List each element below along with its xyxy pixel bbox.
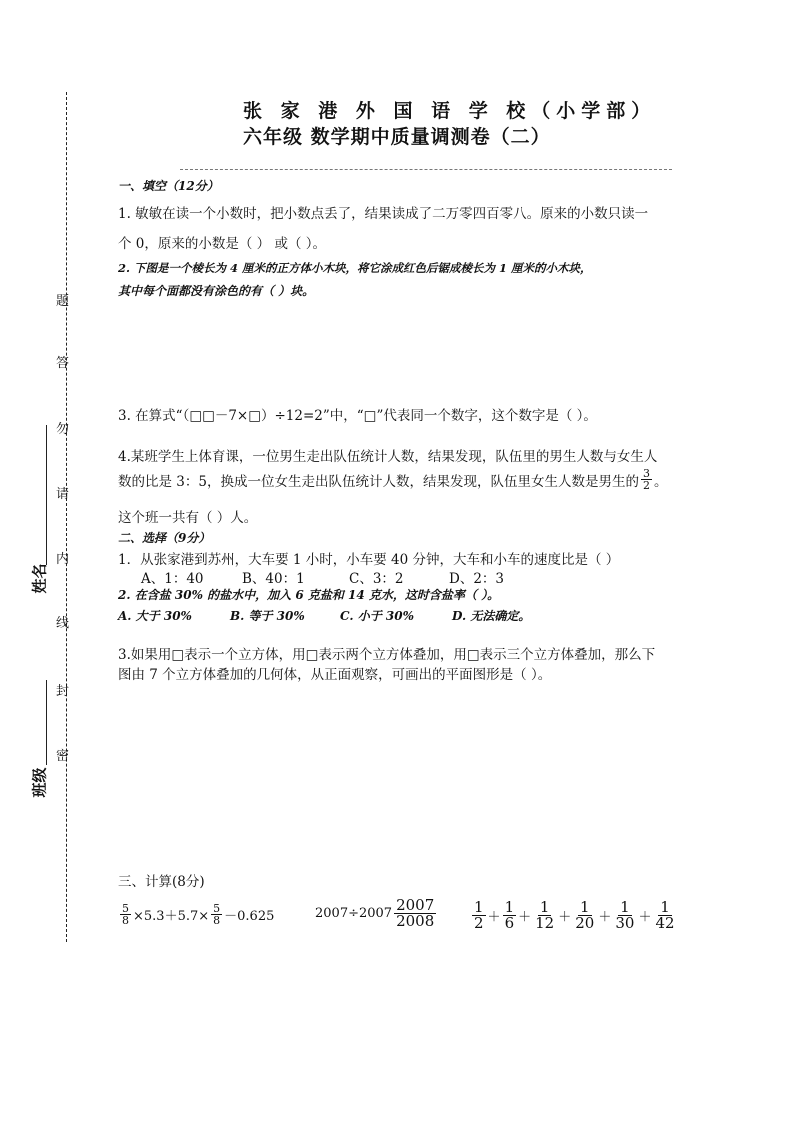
s2-q2-option-d: D. 无法确定。 <box>452 609 531 623</box>
e3-frac-6 <box>653 900 676 931</box>
margin-char-xian: 线 <box>56 616 70 631</box>
section2-heading: 二、选择（9分） <box>118 531 211 545</box>
e3-frac-1 <box>472 900 486 931</box>
e1-f1-num: 5 <box>122 902 129 915</box>
section3-heading: 三、计算(8分) <box>118 874 205 890</box>
s2-q3-line1: 3.如果用□表示一个立方体，用□表示两个立方体叠加，用□表示三个立方体叠加，那么下 <box>118 647 656 663</box>
e3-op-1: ＋ <box>487 910 501 925</box>
e1-tail: －0.625 <box>224 909 275 924</box>
e3-f2-den: 6 <box>504 914 515 932</box>
e1-fraction-1 <box>120 903 131 926</box>
e3-f6-num: 1 <box>660 898 670 916</box>
margin-char-da: 答 <box>56 356 70 371</box>
e2-f-num: 2007 <box>396 896 435 914</box>
school-title: 张 家 港 外 国 语 学 校（小学部） <box>243 100 657 122</box>
e1-fraction-2 <box>211 903 222 926</box>
calc-expression-3 <box>470 900 679 931</box>
e3-f1-den: 2 <box>474 914 484 932</box>
s1-q4-line2-text: 数的比是 3：5，换成一位女生走出队伍统计人数，结果发现，队伍里女生人数是男生的 <box>118 473 639 490</box>
s1-q2-line1: 2. 下图是一个棱长为 4 厘米的正方体小木块，将它涂成红色后锯成棱长为 1 厘米的小木块， <box>118 261 592 275</box>
s1-q4-line2 <box>118 468 667 491</box>
s1-q2-line2: 其中每个面都没有涂色的有（ ）块。 <box>118 284 315 298</box>
e2-lead: 2007÷2007 <box>315 906 393 921</box>
e2-fraction <box>394 898 436 929</box>
e3-f6-den: 42 <box>655 914 675 932</box>
s1-q4-frac-num: 3 <box>642 467 650 480</box>
s2-q2: 2. 在含盐 30% 的盐水中，加入 6 克盐和 14 克水，这时含盐率（ ）。 <box>118 588 500 602</box>
header-rule <box>180 169 672 170</box>
e3-op-2: ＋ <box>518 910 532 925</box>
s1-q4-line2-end: 。 <box>653 473 668 490</box>
s2-q2-option-c: C. 小于 30% <box>340 609 414 623</box>
e3-frac-3 <box>533 900 556 931</box>
e1-f1-den: 8 <box>122 914 129 927</box>
s1-q1-line1: 1. 敏敏在读一个小数时，把小数点丢了，结果读成了二万零四百零八。原来的小数只读一 <box>118 206 649 222</box>
e1-f2-num: 5 <box>213 902 221 915</box>
e3-f1-num: 1 <box>474 898 484 916</box>
e3-f3-num: 1 <box>539 898 550 916</box>
class-underline <box>46 680 47 765</box>
exam-title: 六年级 数学期中质量调测卷（二） <box>243 126 551 148</box>
s1-q4-frac-den: 2 <box>642 479 650 492</box>
e1-middle: ×5.3＋5.7× <box>133 909 210 924</box>
margin-char-ti: 题 <box>56 294 70 309</box>
e3-frac-4 <box>573 900 596 931</box>
s2-q2-option-b: B. 等于 30% <box>230 609 305 623</box>
name-label: 姓名 <box>30 563 49 594</box>
margin-char-wu: 勿 <box>56 422 70 437</box>
e3-f3-den: 12 <box>535 914 555 932</box>
s2-q2-option-a: A. 大于 30% <box>118 609 192 623</box>
e3-f5-num: 1 <box>620 898 630 916</box>
e3-op-4: ＋ <box>598 910 612 925</box>
e3-f4-den: 20 <box>575 914 595 932</box>
s2-q1-option-c: C、3：2 <box>349 571 404 587</box>
margin-char-qing: 请 <box>56 487 70 502</box>
e3-f5-den: 30 <box>615 914 635 932</box>
s1-q4-line3: 这个班一共有（ ）人。 <box>118 510 258 526</box>
s2-q1-option-b: B、40：1 <box>242 571 305 587</box>
s1-q1-line2: 个 0，原来的小数是（ ） 或（ ）。 <box>118 236 327 252</box>
s2-q1: 1．从张家港到苏州，大车要 1 小时，小车要 40 分钟，大车和小车的速度比是（ ） <box>118 552 620 568</box>
s1-q4-line1: 4.某班学生上体育课，一位男生走出队伍统计人数，结果发现，队伍里的男生人数与女生人 <box>118 449 658 465</box>
e3-op-5: ＋ <box>638 910 652 925</box>
section1-heading: 一、填空（12分） <box>118 179 219 193</box>
e3-f4-num: 1 <box>580 898 590 916</box>
s1-q4-fraction <box>641 468 652 491</box>
e3-f2-num: 1 <box>504 898 515 916</box>
calc-expression-2 <box>315 898 438 929</box>
e3-op-3: ＋ <box>558 910 572 925</box>
s2-q1-option-a: A、1：40 <box>141 571 204 587</box>
binding-dashed-line <box>66 92 67 942</box>
margin-char-nei: 内 <box>56 552 70 567</box>
class-label: 班级 <box>30 767 49 798</box>
e2-f-den: 2008 <box>396 912 435 930</box>
margin-char-feng: 封 <box>56 684 70 699</box>
margin-char-mi: 密 <box>56 749 70 764</box>
s1-q3: 3. 在算式“（□□－7×□）÷12=2”中，“□”代表同一个数字，这个数字是（ ）。 <box>118 408 597 424</box>
calc-expression-1 <box>118 903 274 926</box>
name-underline <box>46 425 47 565</box>
e3-frac-5 <box>613 900 636 931</box>
s2-q3-line2: 图由 7 个立方体叠加的几何体，从正面观察，可画出的平面图形是（ ）。 <box>118 667 552 683</box>
e1-f2-den: 8 <box>213 914 221 927</box>
e3-frac-2 <box>503 900 517 931</box>
s2-q1-option-d: D、2：3 <box>449 571 505 587</box>
